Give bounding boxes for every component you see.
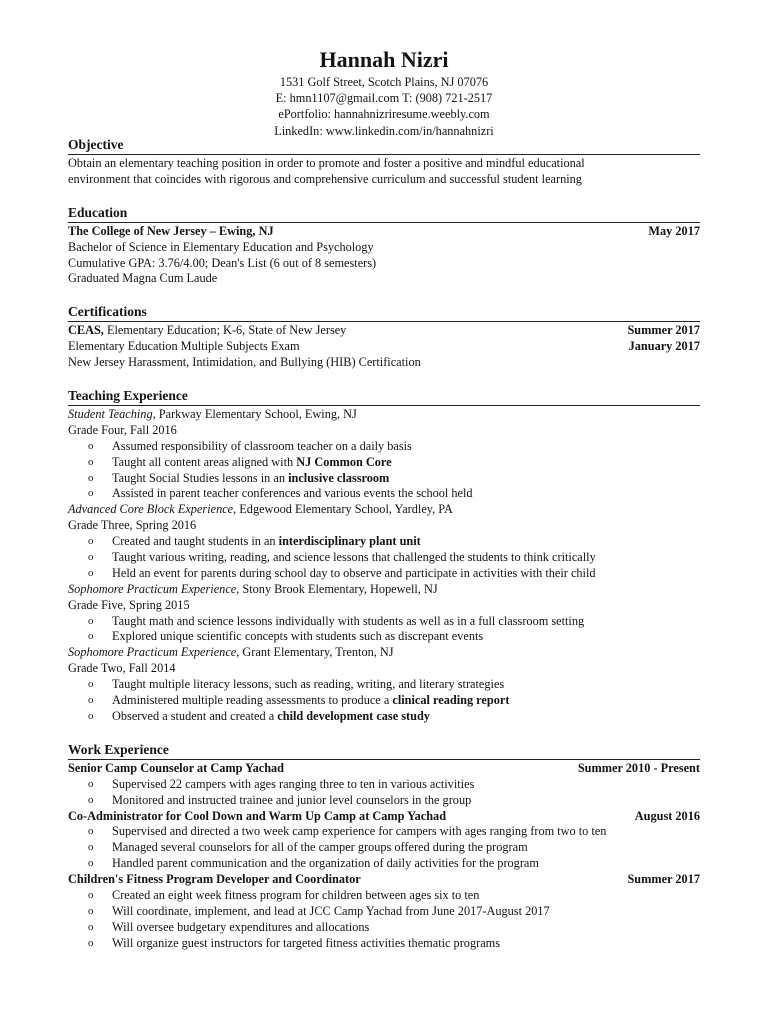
list-item: o Will organize guest instructors for targeted fitness activities thematic programs [88,935,501,950]
certification-row [68,323,700,339]
list-item: o Taught math and science lessons individually with students as well as in a full classroom setting [88,613,585,628]
experience-role: Sophomore Practicum Experience, [68,581,240,596]
experience-grade: Grade Three, Spring 2016 [68,518,197,533]
list-item: o Assumed responsibility of classroom teacher on a daily basis [88,438,412,453]
experience-grade: Grade Four, Fall 2016 [68,422,177,437]
experience-role: Student Teaching, [68,407,156,422]
bullet-icon: o [88,439,94,452]
bullet-icon: o [88,471,94,484]
school-name: The College of New Jersey – Ewing, NJ [68,223,274,238]
list-item: o Administered multiple reading assessments to produce a clinical reading report [88,693,510,708]
bullet-icon: o [88,709,94,722]
list-item: o Assisted in parent teacher conferences and various events the school held [88,486,473,501]
bullet-icon: o [88,793,94,806]
list-item: o Managed several counselors for all of the camper groups offered during the program [88,840,528,855]
resume-body [68,136,700,952]
resume-header [0,46,768,139]
cert-name: New Jersey Harassment, Intimidation, and Bullying (HIB) Certification [68,355,421,370]
list-item: o Held an event for parents during school day to observe and participate in activities with their child [88,565,596,580]
cert-detail: Elementary Education; K-6, State of New Jersey [103,323,347,338]
list-item: o Supervised and directed a two week camp experience for campers with ages ranging from two to ten [88,824,607,839]
bullet-icon: o [88,678,94,691]
section-title: Objective [68,136,700,155]
bullet-icon: o [88,825,94,838]
bullet-icon: o [88,920,94,933]
experience-heading [68,582,700,598]
bullet-icon: o [88,904,94,917]
section-title: Education [68,204,700,223]
bullet-icon: o [88,936,94,949]
experience-place: Stony Brook Elementary, Hopewell, NJ [239,581,438,596]
experience-role: Advanced Core Block Experience, [68,502,237,517]
cert-name: Elementary Education Multiple Subjects Exam [68,339,300,354]
experience-heading [68,407,700,423]
list-item: o Taught Social Studies lessons in an inclusive classroom [88,470,390,485]
eportfolio-link: ePortfolio: hannahnizriresume.weebly.com [278,107,490,122]
bullet-icon: o [88,614,94,627]
bullet-icon: o [88,841,94,854]
list-item: o Created and taught students in an interdisciplinary plant unit [88,534,421,549]
list-item: o Created an eight week fitness program for children between ages six to ten [88,887,480,902]
cert-date: January 2017 [628,339,700,354]
bullet-icon: o [88,630,94,643]
list-item: o Will coordinate, implement, and lead at JCC Camp Yachad from June 2017-August 2017 [88,903,550,918]
job-date: Summer 2010 - Present [577,760,700,775]
list-item: o Observed a student and created a child development case study [88,708,430,723]
experience-role: Sophomore Practicum Experience, [68,645,240,660]
education-section [68,204,700,288]
degree: Bachelor of Science in Elementary Education and Psychology [68,239,374,254]
objective-text: environment that coincides with rigorous and comprehensive curriculum and successful student learning [68,171,582,186]
certification-row [68,339,700,355]
list-item: o Explored unique scientific concepts with students such as discrepant events [88,629,484,644]
certifications-section [68,303,700,371]
objective-section [68,136,700,188]
honors: Graduated Magna Cum Laude [68,271,218,286]
experience-heading [68,502,700,518]
cert-date: Summer 2017 [627,323,700,338]
job-date: August 2016 [634,808,700,823]
section-title: Certifications [68,303,700,322]
graduation-date: May 2017 [648,223,700,238]
cert-name: CEAS, [68,323,104,338]
experience-heading [68,645,700,661]
experience-grade: Grade Two, Fall 2014 [68,661,176,676]
job-date: Summer 2017 [627,872,700,887]
bullet-icon: o [88,566,94,579]
bullet-icon: o [88,487,94,500]
list-item: o Supervised 22 campers with ages ranging three to ten in various activities [88,776,475,791]
list-item: o Taught multiple literacy lessons, such as reading, writing, and literary strategies [88,677,505,692]
certification-row [68,355,700,371]
bullet-icon: o [88,857,94,870]
bullet-icon: o [88,551,94,564]
bullet-icon: o [88,777,94,790]
work-section [68,741,700,952]
experience-place: Grant Elementary, Trenton, NJ [239,645,394,660]
objective-text: Obtain an elementary teaching position in order to promote and foster a positive and mindful educational [68,156,585,170]
teaching-section [68,387,700,725]
list-item: o Taught various writing, reading, and science lessons that challenged the students to think critically [88,550,596,565]
experience-grade: Grade Five, Spring 2015 [68,597,190,612]
job-row [68,872,700,888]
list-item: o Will oversee budgetary expenditures and allocations [88,919,370,934]
list-item: o Monitored and instructed trainee and junior level counselors in the group [88,792,472,807]
address: 1531 Golf Street, Scotch Plains, NJ 07076 [279,75,489,89]
job-row [68,761,700,777]
bullet-icon: o [88,455,94,468]
gpa: Cumulative GPA: 3.76/4.00; Dean's List (6 out of 8 semesters) [68,255,377,270]
list-item: o Taught all content areas aligned with NJ Common Core [88,454,392,469]
candidate-name: Hannah Nizri [319,47,449,72]
list-item: o Handled parent communication and the organization of daily activities for the program [88,856,539,871]
experience-place: Parkway Elementary School, Ewing, NJ [155,407,357,422]
bullet-icon: o [88,535,94,548]
section-title: Teaching Experience [68,387,700,406]
job-row [68,809,700,825]
section-title: Work Experience [68,741,700,760]
job-title: Senior Camp Counselor at Camp Yachad [68,760,285,775]
job-title: Co-Administrator for Cool Down and Warm Up Camp at Camp Yachad [68,808,447,823]
job-title: Children's Fitness Program Developer and Coordinator [68,872,361,887]
bullet-icon: o [88,888,94,901]
linkedin-link: LinkedIn: www.linkedin.com/in/hannahnizri [274,123,494,138]
experience-place: Edgewood Elementary School, Yardley, PA [236,502,453,517]
bullet-icon: o [88,694,94,707]
school-row [68,224,700,240]
contact-info: E: hmn1107@gmail.com T: (908) 721-2517 [275,91,493,106]
